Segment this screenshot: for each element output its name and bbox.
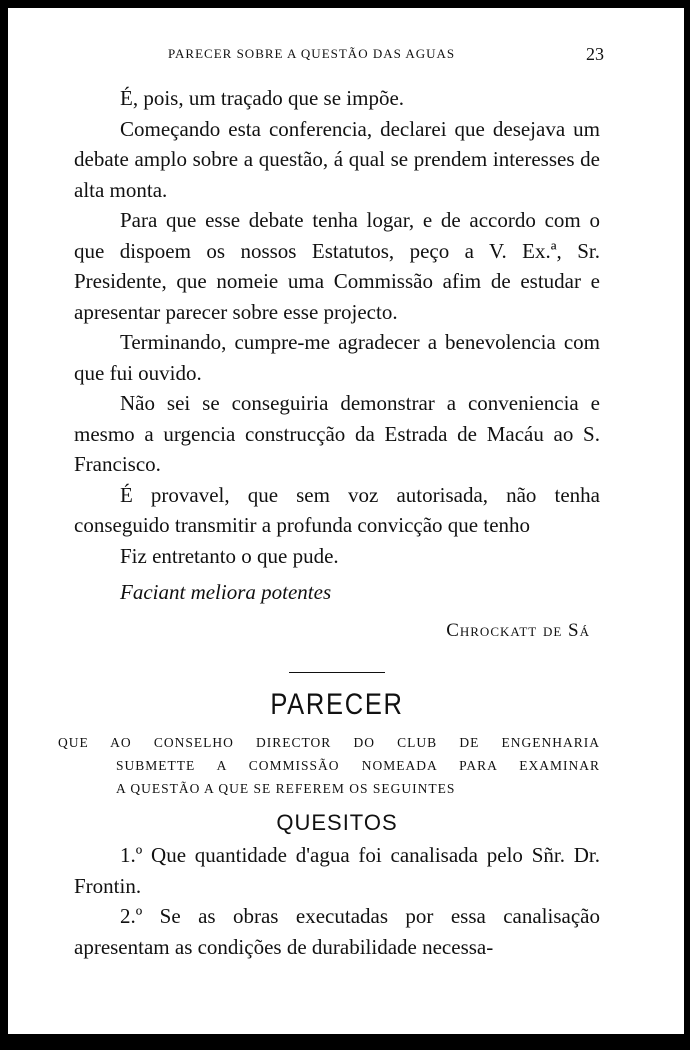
quesitos-heading: QUESITOS bbox=[276, 810, 398, 835]
subtitle-line: SUBMETTE A COMMISSÃO NOMEADA PARA EXAMINAR bbox=[116, 758, 600, 773]
section-subtitle bbox=[58, 731, 600, 800]
page-number: 23 bbox=[586, 44, 604, 64]
paragraph: Para que esse debate tenha logar, e de accordo com o que dispoem os nossos Estatutos, peço a V. Ex.ª, Sr. Presidente, que nomeie uma Commissão afim de estudar e apresentar parecer sobre esse projecto. bbox=[74, 208, 600, 324]
paragraph: Fiz entretanto o que pude. bbox=[120, 543, 339, 568]
paragraph: Não sei se conseguiria demonstrar a conveniencia e mesmo a urgencia construcção da Estrada de Macáu ao S. Francisco. bbox=[74, 391, 600, 476]
signature: Chrockatt de Sá bbox=[446, 619, 590, 641]
paragraph: É, pois, um traçado que se impõe. bbox=[120, 86, 405, 110]
running-title: PARECER SOBRE A QUESTÃO DAS AGUAS bbox=[168, 46, 456, 61]
section-title: PARECER bbox=[270, 688, 404, 721]
section-divider bbox=[289, 672, 385, 673]
page-body bbox=[58, 83, 600, 962]
subtitle-line: QUE AO CONSELHO DIRECTOR DO CLUB DE ENGENHARIA bbox=[58, 735, 600, 750]
paragraph: É provavel, que sem voz autorisada, não tenha conseguido transmitir a profunda convicção que tenho bbox=[74, 482, 600, 537]
quesito-item: 2.º Se as obras executadas por essa canalisação apresentam as condições de durabilidade necessa- bbox=[74, 904, 600, 959]
latin-quote: Faciant meliora potentes bbox=[120, 580, 332, 604]
running-header bbox=[8, 46, 684, 70]
paragraph: Terminando, cumpre-me agradecer a benevolencia com que fui ouvido. bbox=[74, 330, 600, 385]
subtitle-line: A QUESTÃO A QUE SE REFEREM OS SEGUINTES bbox=[116, 781, 456, 796]
book-page bbox=[8, 8, 684, 1034]
quesito-item: 1.º Que quantidade d'agua foi canalisada pelo Sñr. Dr. Frontin. bbox=[74, 843, 600, 898]
paragraph: Começando esta conferencia, declarei que desejava um debate amplo sobre a questão, á qual se prendem interesses de alta monta. bbox=[74, 116, 600, 202]
